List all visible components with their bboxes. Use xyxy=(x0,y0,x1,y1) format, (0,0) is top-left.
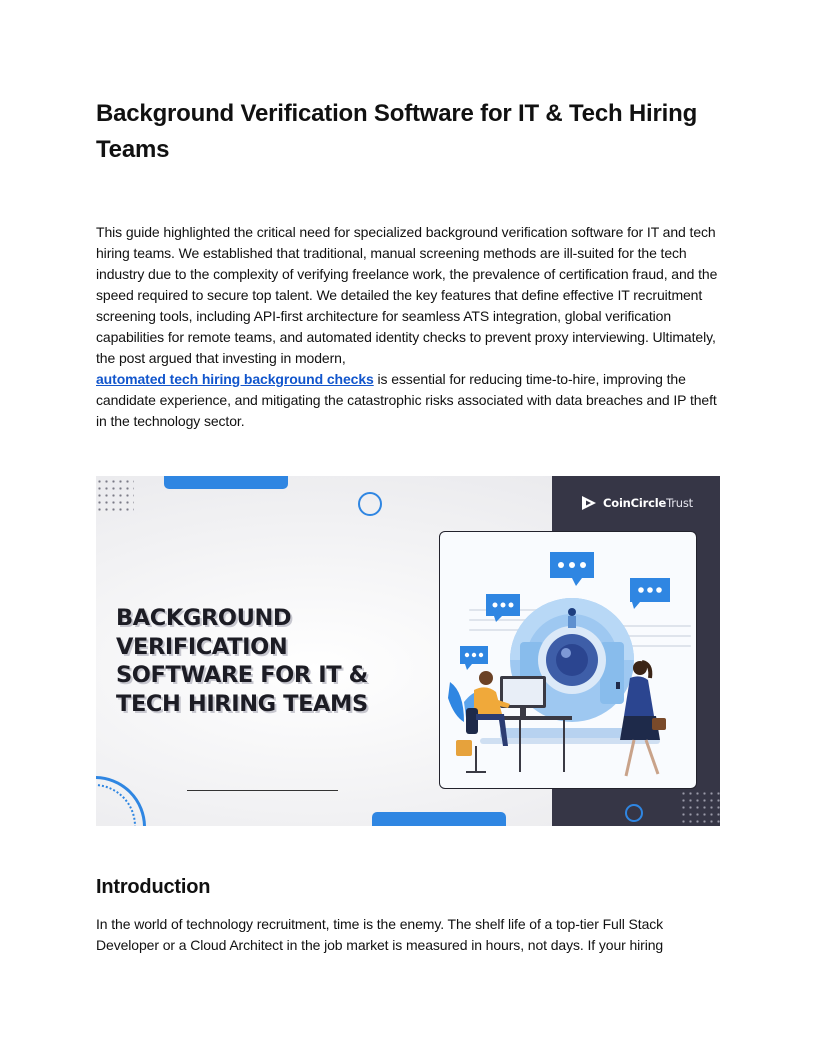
dot-grid-decoration-right xyxy=(680,790,720,826)
introduction-paragraph: In the world of technology recruitment, time is the enemy. The shelf life of a top-tier Full Stack Developer or a Cloud Architect in the job market is measured in hours, not days. If your hiring xyxy=(96,916,664,953)
hero-banner-image xyxy=(96,476,720,826)
verification-illustration xyxy=(440,532,697,789)
dot-grid-decoration xyxy=(96,478,134,514)
summary-paragraph xyxy=(96,222,720,432)
illustration-card xyxy=(439,531,697,789)
accent-bar-top xyxy=(164,476,288,489)
introduction-heading: Introduction xyxy=(96,876,211,898)
document-title: Background Verification Software for IT & Tech Hiring Teams xyxy=(96,100,698,163)
underline-decoration xyxy=(187,790,338,791)
summary-text-after-link: is essential for reducing time-to-hire, improving the candidate experience, and mitigating the catastrophic risks associated with data breaches and IP theft in the technology sector. xyxy=(96,371,717,429)
chat-bubble-icon xyxy=(486,594,520,622)
chat-bubble-icon xyxy=(460,646,488,670)
summary-text-before-link: This guide highlighted the critical need for specialized background verification software for IT and tech hiring teams. We established that traditional, manual screening methods are ill-suited for the tech industry due to the complexity of verifying freelance work, the prevalence of certification fraud, and the speed required to secure top talent. We detailed the key features that define effective IT recruitment screening tools, including API-first architecture for seamless ATS integration, global verification capabilities for remote teams, and automated identity checks to prevent proxy interviewing. Ultimately, the post argued that investing in modern, xyxy=(96,224,718,366)
brand-name-bold: CoinCircle xyxy=(603,496,667,510)
chat-bubble-icon xyxy=(550,552,594,586)
ring-decoration xyxy=(358,492,382,516)
accent-bar-bottom xyxy=(372,812,506,826)
ring-decoration-small xyxy=(625,804,643,822)
chat-bubble-icon xyxy=(630,578,670,609)
brand-logo xyxy=(580,494,693,512)
banner-headline: BACKGROUND VERIFICATION SOFTWARE FOR IT & TECH HIRING TEAMS xyxy=(116,605,368,717)
automated-background-checks-link[interactable]: automated tech hiring background checks xyxy=(96,371,374,387)
brand-name-light: Trust xyxy=(666,496,693,510)
play-shield-icon xyxy=(580,494,598,512)
